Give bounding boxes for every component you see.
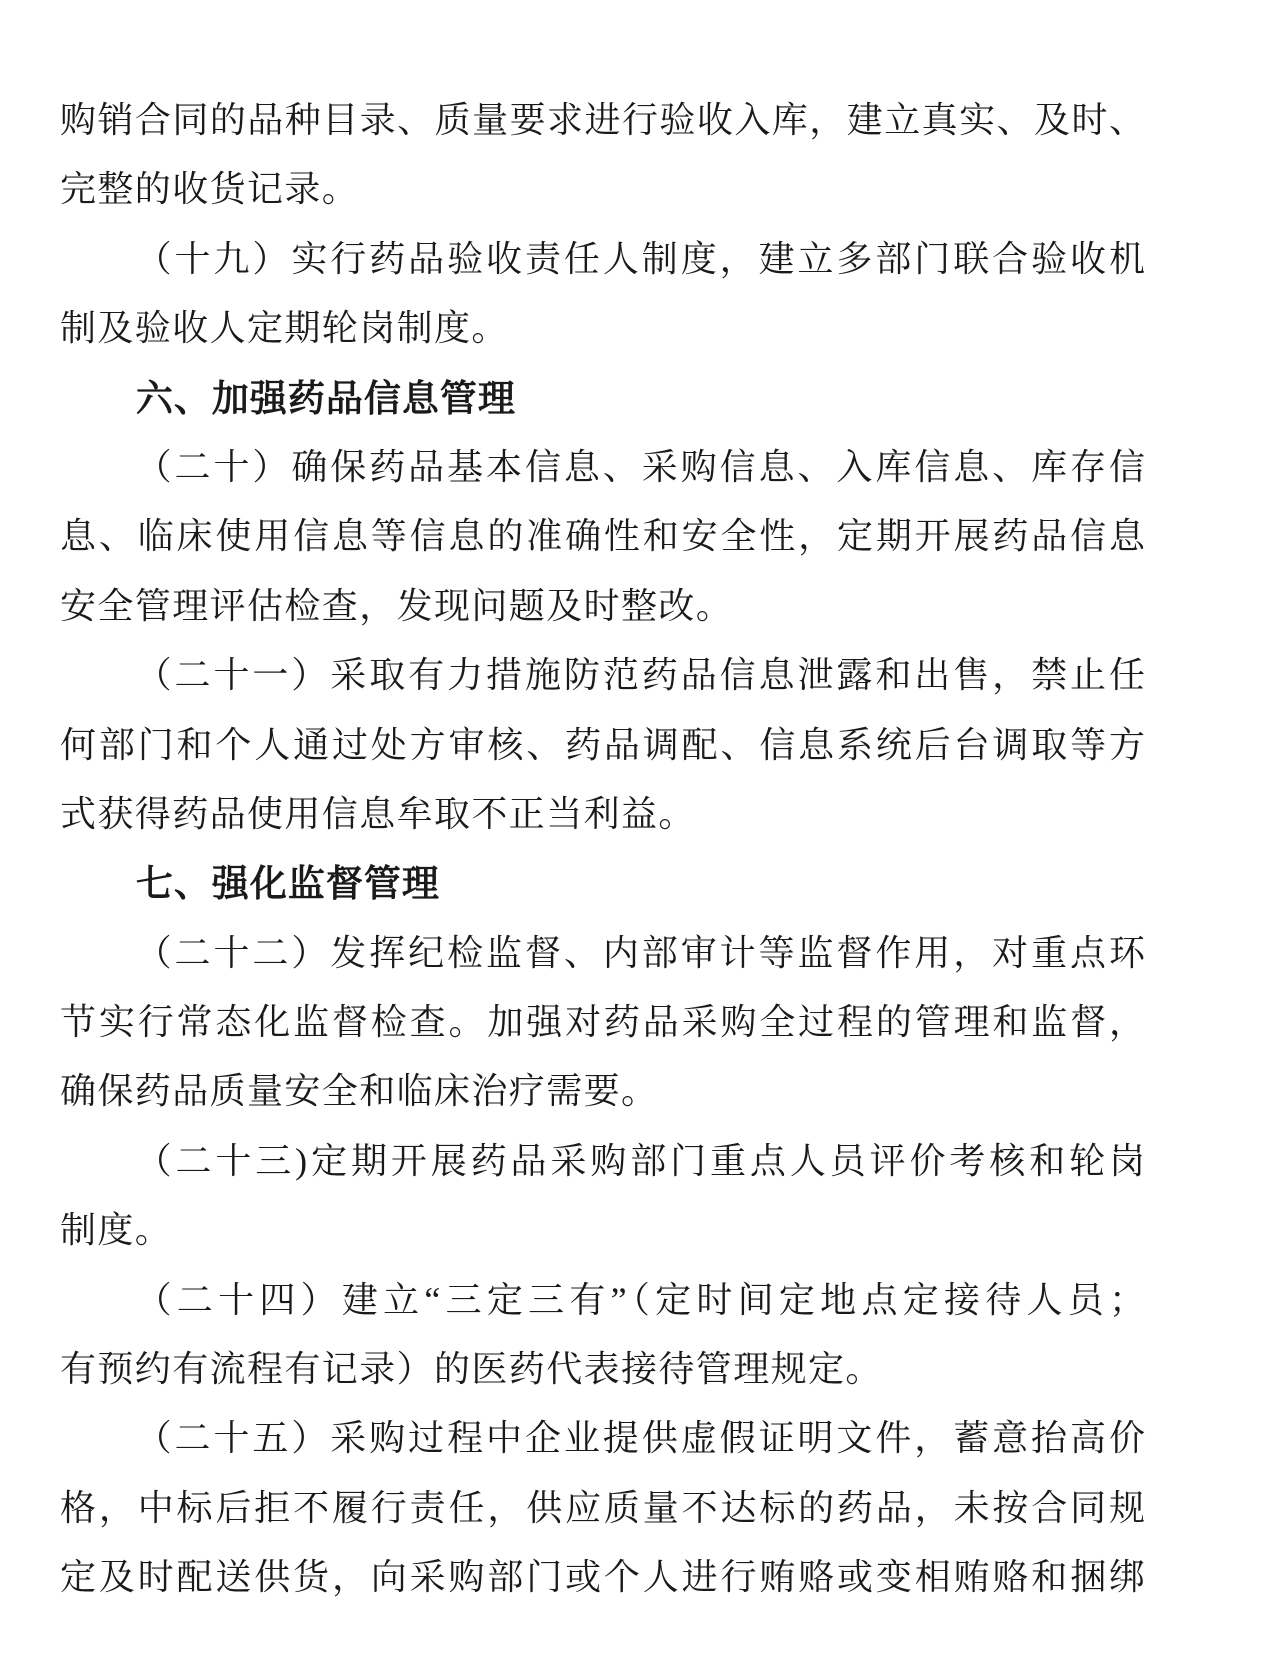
paragraph-line-item-22: （二十二）发挥纪检监督、内部审计等监督作用，对重点环 [135, 932, 1145, 973]
paragraph-line: 购销合同的品种目录、质量要求进行验收入库，建立真实、及时、 [60, 100, 1145, 140]
paragraph-line: 定及时配送供货，向采购部门或个人进行贿赂或变相贿赂和捆绑 [60, 1557, 1145, 1598]
paragraph-line: 格，中标后拒不履行责任，供应质量不达标的药品，未按合同规 [60, 1487, 1145, 1528]
paragraph-line: 息、临床使用信息等信息的准确性和安全性，定期开展药品信息 [60, 516, 1145, 557]
document-body [60, 86, 1145, 1613]
paragraph-line: 有预约有流程有记录）的医药代表接待管理规定。 [60, 1349, 883, 1390]
paragraph-line: 确保药品质量安全和临床治疗需要。 [60, 1071, 659, 1112]
paragraph-line: 何部门和个人通过处方审核、药品调配、信息系统后台调取等方 [60, 724, 1145, 765]
paragraph-line-item-19: （十九）实行药品验收责任人制度，建立多部门联合验收机 [135, 238, 1145, 279]
paragraph-line: 节实行常态化监督检查。加强对药品采购全过程的管理和监督， [60, 1002, 1145, 1043]
paragraph-line: 式获得药品使用信息牟取不正当利益。 [60, 793, 696, 834]
paragraph-line: 制及验收人定期轮岗制度。 [60, 308, 509, 349]
section-heading-7: 七、强化监督管理 [135, 863, 440, 905]
paragraph-line: 制度。 [60, 1210, 173, 1251]
paragraph-line: 完整的收货记录。 [60, 169, 360, 210]
paragraph-line-item-20: （二十）确保药品基本信息、采购信息、入库信息、库存信 [135, 446, 1145, 487]
paragraph-line: 安全管理评估检查，发现问题及时整改。 [60, 585, 734, 626]
paragraph-line-item-25: （二十五）采购过程中企业提供虚假证明文件，蓄意抬高价 [135, 1418, 1145, 1459]
paragraph-line-item-21: （二十一）采取有力措施防范药品信息泄露和出售，禁止任 [135, 655, 1145, 696]
paragraph-line-item-23: （二十三)定期开展药品采购部门重点人员评价考核和轮岗 [135, 1140, 1145, 1181]
section-heading-6: 六、加强药品信息管理 [135, 377, 516, 419]
paragraph-line-item-24: （二十四）建立“三定三有”（定时间定地点定接待人员； [135, 1279, 1145, 1320]
